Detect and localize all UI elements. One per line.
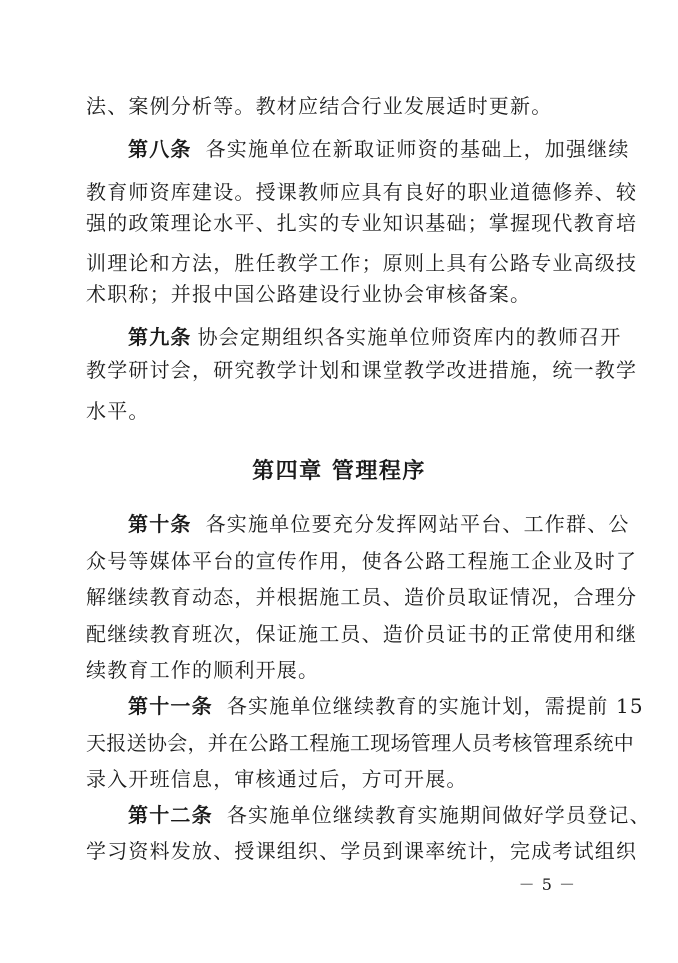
article-9-label: 第九条 bbox=[128, 325, 192, 349]
article-8-first-text: 各实施单位在新取证师资的基础上，加强继续 bbox=[205, 137, 630, 161]
article-9-first-line bbox=[128, 323, 622, 351]
article-8-label: 第八条 bbox=[128, 137, 192, 161]
text-line: 教育师资库建设。授课教师应具有良好的职业道德修养、较 bbox=[86, 180, 638, 204]
article-10-first-line bbox=[128, 510, 630, 538]
text-line: 解继续教育动态，并根据施工员、造价员取证情况，合理分 bbox=[86, 585, 638, 609]
article-12-first-line bbox=[128, 801, 651, 829]
article-9-first-text: 协会定期组织各实施单位师资库内的教师召开 bbox=[197, 325, 622, 349]
article-10-label: 第十条 bbox=[128, 512, 192, 536]
text-line: 众号等媒体平台的宣传作用，使各公路工程施工企业及时了 bbox=[86, 549, 638, 573]
article-12-label: 第十二条 bbox=[128, 803, 213, 827]
article-11-first-line bbox=[128, 692, 644, 720]
text-line: 教学研讨会，研究教学计划和课堂教学改进措施，统一教学 bbox=[86, 358, 638, 382]
article-12-first-text: 各实施单位继续教育实施期间做好学员登记、 bbox=[226, 803, 651, 827]
text-line: 天报送协会，并在公路工程施工现场管理人员考核管理系统中 bbox=[86, 731, 635, 755]
text-line: 法、案例分析等。教材应结合行业发展适时更新。 bbox=[86, 94, 553, 118]
text-line: 强的政策理论水平、扎实的专业知识基础；掌握现代教育培 bbox=[86, 211, 638, 235]
article-11-first-text: 各实施单位继续教育的实施计划，需提前 15 bbox=[226, 694, 644, 718]
text-line: 术职称；并报中国公路建设行业协会审核备案。 bbox=[86, 282, 532, 306]
chapter-heading: 第四章 管理程序 bbox=[252, 458, 426, 484]
article-11-label: 第十一条 bbox=[128, 694, 213, 718]
text-line: 续教育工作的顺利开展。 bbox=[86, 658, 320, 682]
text-line: 录入开班信息，审核通过后，方可开展。 bbox=[86, 767, 468, 791]
text-line: 配继续教育班次，保证施工员、造价员证书的正常使用和继 bbox=[86, 622, 638, 646]
text-line: 学习资料发放、授课组织、学员到课率统计，完成考试组织 bbox=[86, 839, 638, 863]
page-number: － 5 － bbox=[518, 875, 576, 894]
article-10-first-text: 各实施单位要充分发挥网站平台、工作群、公 bbox=[205, 512, 630, 536]
text-line: 水平。 bbox=[86, 399, 150, 423]
text-line: 训理论和方法，胜任教学工作；原则上具有公路专业高级技 bbox=[86, 251, 638, 275]
article-8-first-line bbox=[128, 135, 630, 163]
